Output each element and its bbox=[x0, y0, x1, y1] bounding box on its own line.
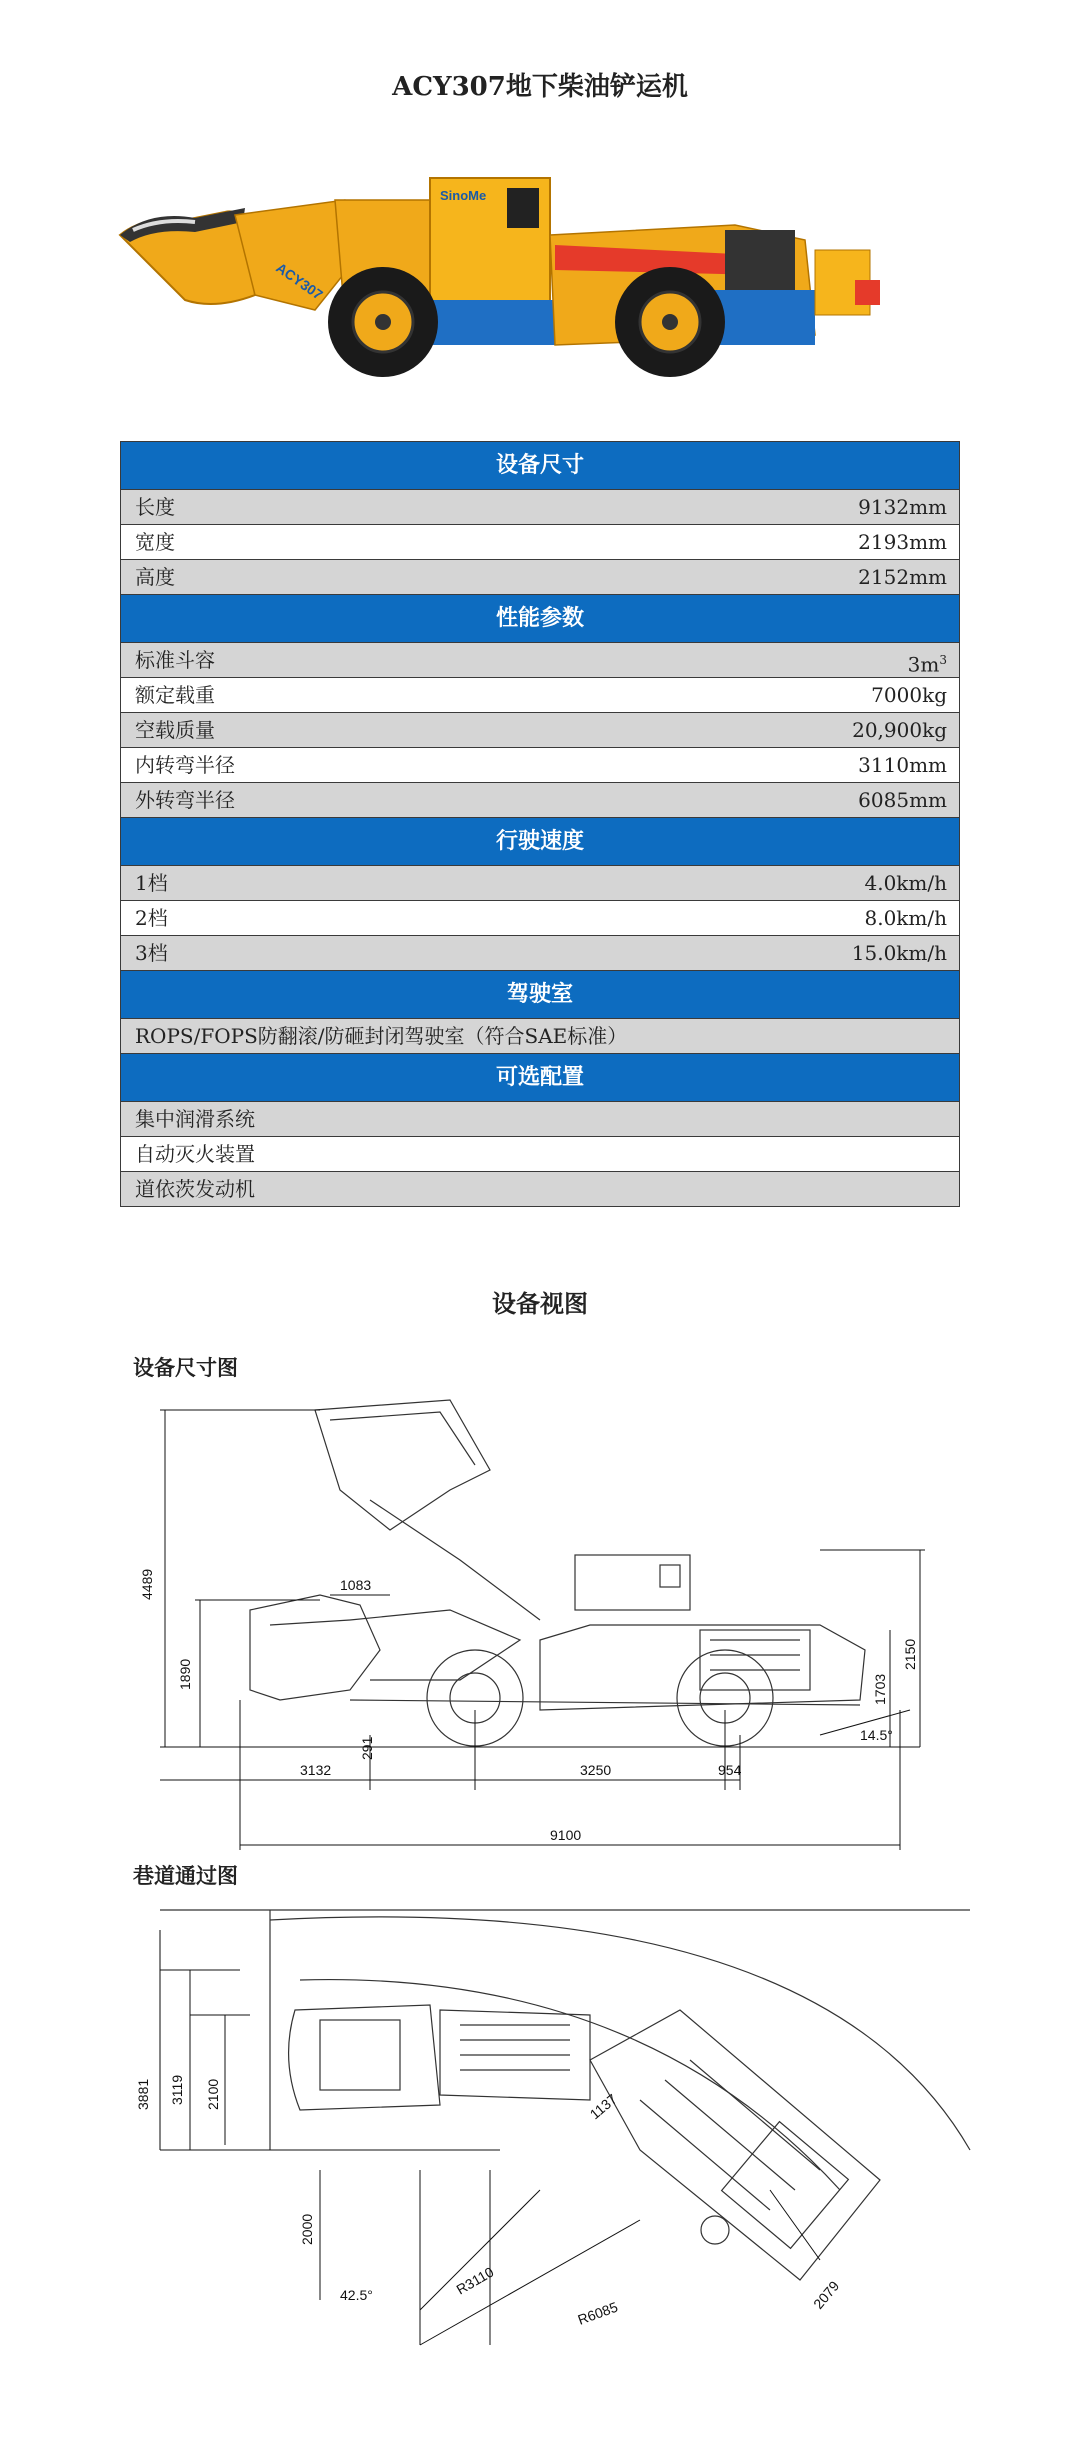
dim-width2: 2100 bbox=[205, 2078, 221, 2110]
hero-side-text: ACY307 bbox=[273, 259, 326, 303]
dim-angle2: 42.5° bbox=[340, 2287, 373, 2303]
views-title: 设备视图 bbox=[492, 1289, 588, 1318]
section-performance-header: 性能参数 bbox=[121, 595, 959, 643]
spec-row-mass: 空载质量 20,900kg bbox=[121, 713, 959, 748]
spec-row-gear2: 2档 8.0km/h bbox=[121, 901, 959, 936]
dim-r-outer: R6085 bbox=[575, 2298, 620, 2328]
spec-row-gear3: 3档 15.0km/h bbox=[121, 936, 959, 971]
spec-row-fire: 自动灭火装置 bbox=[121, 1137, 959, 1172]
dim-angle: 14.5° bbox=[860, 1727, 893, 1743]
section-speed-header: 行驶速度 bbox=[121, 818, 959, 866]
drawing2-label: 巷道通过图 bbox=[133, 1863, 238, 1888]
spec-row-engine: 道依茨发动机 bbox=[121, 1172, 959, 1206]
dim-reach: 1083 bbox=[340, 1577, 372, 1593]
dim-outer-width: 3881 bbox=[135, 2078, 151, 2110]
section-cab-header: 驾驶室 bbox=[121, 971, 959, 1019]
dim-front: 3132 bbox=[300, 1762, 332, 1778]
spec-row-cab: ROPS/FOPS防翻滚/防砸封闭驾驶室（符合SAE标准） bbox=[121, 1019, 959, 1054]
section-dimensions-header: 设备尺寸 bbox=[121, 442, 959, 490]
dim-rear: 954 bbox=[718, 1762, 742, 1778]
dim-height: 2150 bbox=[902, 1638, 918, 1670]
spec-row-gear1: 1档 4.0km/h bbox=[121, 866, 959, 901]
spec-row-length: 长度 9132mm bbox=[121, 490, 959, 525]
spec-table bbox=[120, 441, 960, 1207]
turning-drawing bbox=[120, 1890, 970, 2350]
loader-illustration bbox=[115, 160, 965, 390]
dim-total-height: 4489 bbox=[139, 1568, 155, 1600]
dim-ground: 291 bbox=[359, 1736, 375, 1760]
dim-wheelbase: 3250 bbox=[580, 1762, 612, 1778]
page-title: ACY307地下柴油铲运机 bbox=[392, 72, 688, 102]
spec-row-height: 高度 2152mm bbox=[121, 560, 959, 595]
hero-logo: SinoMe bbox=[440, 188, 487, 203]
spec-row-outer-radius: 外转弯半径 6085mm bbox=[121, 783, 959, 818]
dim-length: 9100 bbox=[550, 1827, 582, 1843]
spec-row-inner-radius: 内转弯半径 3110mm bbox=[121, 748, 959, 783]
drawing1-label: 设备尺寸图 bbox=[133, 1355, 238, 1380]
spec-row-width: 宽度 2193mm bbox=[121, 525, 959, 560]
dim-d2: 2079 bbox=[810, 2277, 843, 2312]
dim-dump-height: 1890 bbox=[177, 1658, 193, 1690]
spec-row-bucket: 标准斗容 $3m^3$ bbox=[121, 643, 959, 678]
dim-width3: 2000 bbox=[299, 2213, 315, 2245]
section-options-header: 可选配置 bbox=[121, 1054, 959, 1102]
dim-r-inner: R3110 bbox=[453, 2263, 497, 2298]
dim-d1: 1137 bbox=[586, 2090, 620, 2123]
dim-body-height: 1703 bbox=[872, 1673, 888, 1705]
side-dimension-drawing bbox=[120, 1380, 970, 1843]
dim-width1: 3119 bbox=[169, 2074, 185, 2105]
spec-row-lubrication: 集中润滑系统 bbox=[121, 1102, 959, 1137]
spec-row-load: 额定载重 7000kg bbox=[121, 678, 959, 713]
